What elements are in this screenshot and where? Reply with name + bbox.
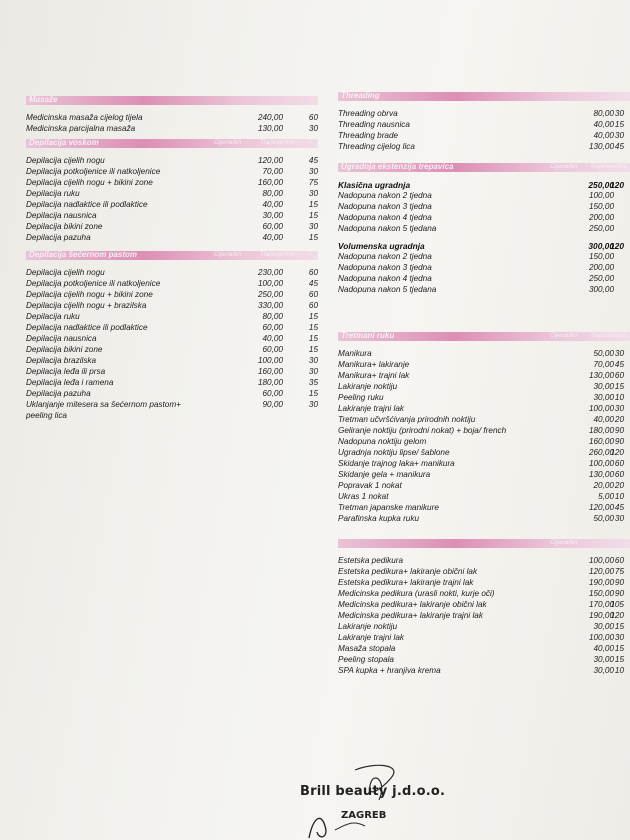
price-row <box>338 492 630 503</box>
service-name: Depilacija nausnica <box>26 334 97 343</box>
price-row <box>338 655 630 666</box>
service-duration: 90 <box>614 437 624 446</box>
price-row <box>338 252 630 263</box>
section-title: Tretmani ruku <box>341 331 395 340</box>
service-name: Depilacija cijelih nogu <box>26 156 105 165</box>
section-title: Depilacija šećernom pastom <box>29 250 138 259</box>
service-name: Medicinska pedikura+ lakiranje trajni lak <box>338 611 483 620</box>
price-row <box>338 426 630 437</box>
section-gap <box>338 525 630 539</box>
service-price: 150,00 <box>588 589 614 598</box>
service-name: Depilacija leđa ili prsa <box>26 367 106 376</box>
service-name: Depilacija cijelih nogu <box>26 268 105 277</box>
service-name: Lakiranje noktiju <box>338 382 398 391</box>
service-duration: 60 <box>614 470 624 479</box>
service-duration: 15 <box>308 334 318 343</box>
service-duration: 20 <box>614 415 624 424</box>
service-name: Nadopuna nakon 4 tjedna <box>338 274 432 283</box>
service-name: Nadopuna nakon 5 tjedana <box>338 224 437 233</box>
price-row <box>26 268 318 279</box>
service-duration: 15 <box>614 655 624 664</box>
service-name: Depilacija potkoljenice ili natkoljenice <box>26 167 161 176</box>
service-name: Depilacija nadlaktice ili podlaktice <box>26 200 148 209</box>
duration-column-label: Trajanje/min <box>260 251 296 258</box>
price-row <box>338 349 630 360</box>
service-name: Manikura <box>338 349 372 358</box>
service-price: 30,00 <box>593 622 614 631</box>
price-row <box>338 633 630 644</box>
price-row <box>26 301 318 312</box>
service-duration: 60 <box>614 556 624 565</box>
service-duration: 35 <box>308 378 318 387</box>
price-row <box>26 211 318 222</box>
price-row <box>338 120 630 131</box>
service-price: 90,00 <box>262 400 283 409</box>
section-header <box>26 251 318 260</box>
price-column-label: Cijena/kn <box>214 139 242 146</box>
section-title: Depilacija voskom <box>29 138 99 147</box>
service-price: 40,00 <box>593 415 614 424</box>
service-price: 30,00 <box>593 393 614 402</box>
service-duration: 60 <box>308 113 318 122</box>
price-row <box>26 411 318 422</box>
service-name: Manikura+ trajni lak <box>338 371 410 380</box>
service-name: Depilacija nadlaktice ili podlaktice <box>26 323 148 332</box>
service-price: 200,00 <box>588 213 614 222</box>
service-duration: 30 <box>308 356 318 365</box>
section-gap <box>338 296 630 332</box>
price-row <box>26 345 318 356</box>
service-duration: 30 <box>308 189 318 198</box>
service-name: Depilacija ruku <box>26 312 80 321</box>
service-price: 160,00 <box>257 367 283 376</box>
service-name: Tretman učvršćivanja prirodnih noktiju <box>338 415 476 424</box>
service-name: Peeling ruku <box>338 393 384 402</box>
service-duration: 30 <box>614 109 624 118</box>
service-name: Lakiranje noktiju <box>338 622 398 631</box>
service-price: 170,00 <box>588 600 614 609</box>
price-row <box>338 481 630 492</box>
service-name: Ukras 1 nokat <box>338 492 389 501</box>
service-duration: 90 <box>614 589 624 598</box>
service-name: Depilacija cijelih nogu + bikini zone <box>26 290 153 299</box>
duration-column-label: Trajanje/min <box>260 139 296 146</box>
service-name: Estetska pedikura <box>338 556 404 565</box>
service-price: 50,00 <box>593 514 614 523</box>
service-price: 40,00 <box>593 131 614 140</box>
price-row <box>26 189 318 200</box>
service-price: 250,00 <box>588 180 614 190</box>
service-price: 120,00 <box>588 567 614 576</box>
service-price: 40,00 <box>262 200 283 209</box>
service-price: 80,00 <box>593 109 614 118</box>
service-price: 70,00 <box>262 167 283 176</box>
service-duration: 15 <box>308 345 318 354</box>
price-row <box>338 448 630 459</box>
service-price: 250,00 <box>588 274 614 283</box>
service-price: 100,00 <box>257 356 283 365</box>
service-name: Nadopuna nakon 3 tjedna <box>338 202 432 211</box>
service-duration: 15 <box>614 622 624 631</box>
price-row <box>26 167 318 178</box>
service-name: Masaža stopala <box>338 644 396 653</box>
service-duration: 45 <box>614 142 624 151</box>
service-name: Lakiranje trajni lak <box>338 633 404 642</box>
price-row <box>338 666 630 677</box>
service-duration: 20 <box>614 481 624 490</box>
service-price: 60,00 <box>262 345 283 354</box>
price-row <box>338 622 630 633</box>
service-duration: 30 <box>614 404 624 413</box>
service-price: 180,00 <box>257 378 283 387</box>
service-name: Manikura+ lakiranje <box>338 360 410 369</box>
price-row <box>338 415 630 426</box>
signature-scribble <box>295 760 405 840</box>
stamp-company-name: Brill beauty j.d.o.o. <box>300 784 446 799</box>
section-header <box>26 96 318 105</box>
section-title: Threading <box>341 91 380 100</box>
section-title: Masaže <box>29 95 58 104</box>
service-duration: 15 <box>308 312 318 321</box>
service-price: 160,00 <box>588 437 614 446</box>
price-row <box>26 356 318 367</box>
service-name: Threading brade <box>338 131 399 140</box>
price-row <box>26 113 318 124</box>
price-row <box>338 180 630 191</box>
service-name: Threading nausnica <box>338 120 410 129</box>
price-row <box>338 371 630 382</box>
price-row <box>338 109 630 120</box>
section-header <box>338 332 630 341</box>
service-duration: 15 <box>308 211 318 220</box>
price-row <box>338 213 630 224</box>
service-price: 300,00 <box>588 241 614 251</box>
service-duration: 30 <box>614 514 624 523</box>
service-name: Lakiranje trajni lak <box>338 404 404 413</box>
service-duration: 90 <box>614 578 624 587</box>
price-row <box>338 393 630 404</box>
service-duration: 30 <box>614 131 624 140</box>
service-duration: 10 <box>614 492 624 501</box>
price-row <box>26 233 318 244</box>
service-duration: 45 <box>308 279 318 288</box>
service-price: 100,00 <box>588 459 614 468</box>
price-column-label: Cijena/kn <box>550 539 578 546</box>
service-duration: 30 <box>308 222 318 231</box>
service-name: Depilacija brazilska <box>26 356 97 365</box>
service-name: Depilacija ruku <box>26 189 80 198</box>
service-price: 40,00 <box>262 334 283 343</box>
price-row <box>338 191 630 202</box>
service-name: Depilacija nausnica <box>26 211 97 220</box>
service-price: 20,00 <box>593 481 614 490</box>
service-price: 80,00 <box>262 189 283 198</box>
duration-column-label: Trajanje/min <box>590 163 626 170</box>
service-name: Skidanje gela + manikura <box>338 470 431 479</box>
service-duration: 75 <box>308 178 318 187</box>
service-duration: 60 <box>308 268 318 277</box>
service-name: Skidanje trajnog laka+ manikura <box>338 459 455 468</box>
price-row <box>338 556 630 567</box>
service-name: Threading cijelog lica <box>338 142 415 151</box>
service-duration: 15 <box>614 644 624 653</box>
service-duration: 60 <box>614 459 624 468</box>
service-name: Estetska pedikura+ lakiranje trajni lak <box>338 578 474 587</box>
price-row <box>338 644 630 655</box>
price-row <box>26 400 318 411</box>
price-row <box>26 323 318 334</box>
service-price: 180,00 <box>588 426 614 435</box>
service-duration: 120 <box>610 241 624 251</box>
service-price: 300,00 <box>588 285 614 294</box>
price-row <box>26 279 318 290</box>
service-name: Depilacija cijelih nogu + brazilska <box>26 301 147 310</box>
service-name: Uklanjanje mitesera sa šećernom pastom+ <box>26 400 181 409</box>
service-name: Estetska pedikura+ lakiranje obični lak <box>338 567 478 576</box>
service-duration: 120 <box>610 448 624 457</box>
price-row <box>26 124 318 135</box>
price-row <box>338 274 630 285</box>
service-price: 40,00 <box>593 120 614 129</box>
price-row <box>26 290 318 301</box>
price-row <box>338 360 630 371</box>
service-name: Volumenska ugradnja <box>338 241 425 251</box>
service-price: 30,00 <box>593 666 614 675</box>
service-name: Nadopuna nakon 5 tjedana <box>338 285 437 294</box>
price-row <box>338 459 630 470</box>
price-row <box>26 156 318 167</box>
service-duration: 90 <box>614 426 624 435</box>
service-price: 120,00 <box>588 503 614 512</box>
service-price: 200,00 <box>588 263 614 272</box>
right-column <box>338 92 630 677</box>
service-duration: 30 <box>614 349 624 358</box>
service-price: 50,00 <box>593 349 614 358</box>
service-name: Nadopuna nakon 4 tjedna <box>338 213 432 222</box>
service-price: 230,00 <box>257 268 283 277</box>
section-title: Ugradnja ekstenzija trepavica <box>341 162 454 171</box>
price-row <box>26 200 318 211</box>
section-header <box>338 92 630 101</box>
service-price: 250,00 <box>257 290 283 299</box>
stamp-city: ZAGREB <box>341 810 387 821</box>
service-price: 100,00 <box>588 556 614 565</box>
service-name: Depilacija bikini zone <box>26 222 103 231</box>
service-price: 240,00 <box>257 113 283 122</box>
service-price: 260,00 <box>588 448 614 457</box>
service-price: 250,00 <box>588 224 614 233</box>
service-name: Depilacija bikini zone <box>26 345 103 354</box>
service-price: 100,00 <box>588 404 614 413</box>
service-duration: 30 <box>614 633 624 642</box>
service-name: Medicinska parcijalna masaža <box>26 124 136 133</box>
service-duration: 30 <box>308 400 318 409</box>
price-row <box>338 404 630 415</box>
service-price: 150,00 <box>588 202 614 211</box>
service-duration: 45 <box>614 360 624 369</box>
service-duration: 60 <box>308 290 318 299</box>
service-name: Depilacija pazuha <box>26 389 91 398</box>
service-price: 40,00 <box>262 233 283 242</box>
service-name: Nadopuna nakon 3 tjedna <box>338 263 432 272</box>
service-name: Nadopuna nakon 2 tjedna <box>338 191 432 200</box>
price-row <box>26 378 318 389</box>
price-row <box>338 224 630 235</box>
service-price: 70,00 <box>593 360 614 369</box>
price-row <box>338 263 630 274</box>
service-name: Nadopuna noktiju gelom <box>338 437 427 446</box>
price-row <box>338 202 630 213</box>
service-price: 330,00 <box>257 301 283 310</box>
price-row <box>338 131 630 142</box>
service-name: Ugradnja noktiju lipse/ šablone <box>338 448 450 457</box>
service-price: 100,00 <box>257 279 283 288</box>
service-duration: 30 <box>308 367 318 376</box>
service-price: 60,00 <box>262 222 283 231</box>
price-row <box>26 334 318 345</box>
service-duration: 30 <box>308 124 318 133</box>
service-price: 130,00 <box>257 124 283 133</box>
service-price: 30,00 <box>593 655 614 664</box>
service-duration: 45 <box>614 503 624 512</box>
service-price: 190,00 <box>588 611 614 620</box>
service-duration: 15 <box>614 382 624 391</box>
service-price: 5,00 <box>598 492 614 501</box>
service-duration: 10 <box>614 666 624 675</box>
section-header <box>338 163 630 172</box>
service-duration: 15 <box>614 120 624 129</box>
service-name: Depilacija potkoljenice ili natkoljenice <box>26 279 161 288</box>
service-duration: 60 <box>614 371 624 380</box>
service-name: Geliranje noktiju (prirodni nokat) + boja/ french <box>338 426 507 435</box>
section-gap <box>26 422 318 429</box>
service-price: 40,00 <box>593 644 614 653</box>
service-price: 30,00 <box>593 382 614 391</box>
service-duration: 75 <box>614 567 624 576</box>
section-header <box>338 539 630 548</box>
service-name: Depilacija cijelih nogu + bikini zone <box>26 178 153 187</box>
duration-column-label: Trajanje/min <box>590 332 626 339</box>
price-row <box>338 142 630 153</box>
service-name: peeling lica <box>26 411 67 420</box>
price-row <box>338 578 630 589</box>
price-row <box>338 514 630 525</box>
service-duration: 15 <box>308 389 318 398</box>
price-row <box>26 178 318 189</box>
price-row <box>338 241 630 252</box>
price-row <box>338 589 630 600</box>
service-price: 130,00 <box>588 142 614 151</box>
price-column-label: Cijena/kn <box>214 251 242 258</box>
service-name: Threading obrva <box>338 109 398 118</box>
service-name: Popravak 1 nokat <box>338 481 402 490</box>
service-price: 80,00 <box>262 312 283 321</box>
price-row <box>338 503 630 514</box>
price-row <box>26 367 318 378</box>
service-name: Tretman japanske manikure <box>338 503 439 512</box>
service-name: Medicinska pedikura (urasli nokti, kurje oči) <box>338 589 495 598</box>
service-price: 160,00 <box>257 178 283 187</box>
service-duration: 10 <box>614 393 624 402</box>
price-row <box>26 222 318 233</box>
service-duration: 120 <box>610 180 624 190</box>
service-price: 30,00 <box>262 211 283 220</box>
price-column-label: Cijena/kn <box>550 163 578 170</box>
price-row <box>338 285 630 296</box>
service-price: 100,00 <box>588 633 614 642</box>
price-row <box>338 437 630 448</box>
service-price: 120,00 <box>257 156 283 165</box>
price-row <box>338 382 630 393</box>
price-row <box>338 567 630 578</box>
service-duration: 30 <box>308 167 318 176</box>
service-price: 130,00 <box>588 470 614 479</box>
left-column <box>26 96 318 429</box>
service-name: Klasična ugradnja <box>338 180 411 190</box>
service-price: 60,00 <box>262 323 283 332</box>
service-duration: 15 <box>308 233 318 242</box>
service-name: Parafinska kupka ruku <box>338 514 420 523</box>
service-duration: 120 <box>610 611 624 620</box>
price-row <box>338 600 630 611</box>
price-column-label: Cijena/kn <box>550 332 578 339</box>
section-header <box>26 139 318 148</box>
price-row <box>26 312 318 323</box>
service-name: SPA kupka + hranjiva krema <box>338 666 441 675</box>
service-name: Medicinska pedikura+ lakiranje obični lak <box>338 600 487 609</box>
price-row <box>338 611 630 622</box>
service-name: Peeling stopala <box>338 655 394 664</box>
service-price: 130,00 <box>588 371 614 380</box>
service-name: Depilacija leđa i ramena <box>26 378 114 387</box>
service-price: 150,00 <box>588 252 614 261</box>
service-duration: 60 <box>308 301 318 310</box>
service-duration: 105 <box>610 600 624 609</box>
service-duration: 15 <box>308 200 318 209</box>
service-price: 60,00 <box>262 389 283 398</box>
service-name: Depilacija pazuha <box>26 233 91 242</box>
service-duration: 15 <box>308 323 318 332</box>
price-row <box>26 389 318 400</box>
service-duration: 45 <box>308 156 318 165</box>
service-name: Nadopuna nakon 2 tjedna <box>338 252 432 261</box>
price-row <box>338 470 630 481</box>
company-stamp <box>300 784 446 821</box>
service-price: 190,00 <box>588 578 614 587</box>
service-name: Medicinska masaža cijelog tijela <box>26 113 143 122</box>
service-price: 100,00 <box>588 191 614 200</box>
